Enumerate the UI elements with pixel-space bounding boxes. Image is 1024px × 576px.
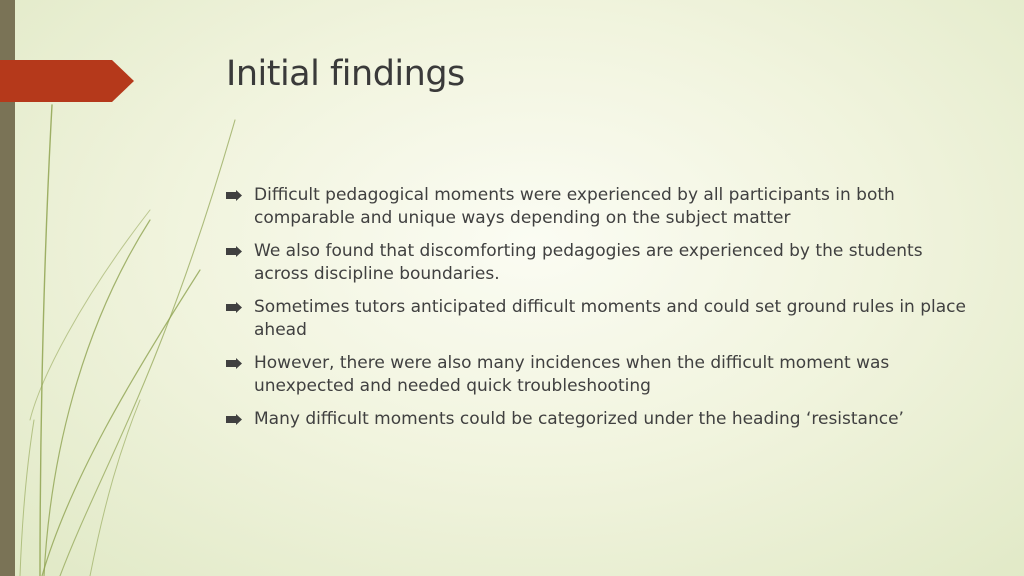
bullet-text: We also found that discomforting pedagogies are experienced by the students across discipline boundaries. xyxy=(254,241,923,284)
bullet-text: Difficult pedagogical moments were experienced by all participants in both comparable and unique ways depending on the subject matter xyxy=(254,185,895,228)
pencil-arrow-icon xyxy=(226,414,242,425)
bullet-text: Many difficult moments could be categorized under the heading ‘resistance’ xyxy=(254,409,904,429)
bullet-text: However, there were also many incidences when the difficult moment was unexpected and needed quick troubleshooting xyxy=(254,353,890,396)
pencil-arrow-icon xyxy=(226,302,242,313)
list-item xyxy=(226,296,968,342)
pencil-arrow-icon xyxy=(226,246,242,257)
pencil-arrow-icon xyxy=(226,190,242,201)
title-accent-arrow xyxy=(0,60,134,102)
slide-title: Initial findings xyxy=(226,54,465,94)
list-item xyxy=(226,352,968,398)
bullet-text: Sometimes tutors anticipated difficult moments and could set ground rules in place ahead xyxy=(254,297,966,340)
list-item xyxy=(226,184,968,230)
bullet-list xyxy=(226,184,968,441)
list-item xyxy=(226,408,968,431)
list-item xyxy=(226,240,968,286)
pencil-arrow-icon xyxy=(226,358,242,369)
